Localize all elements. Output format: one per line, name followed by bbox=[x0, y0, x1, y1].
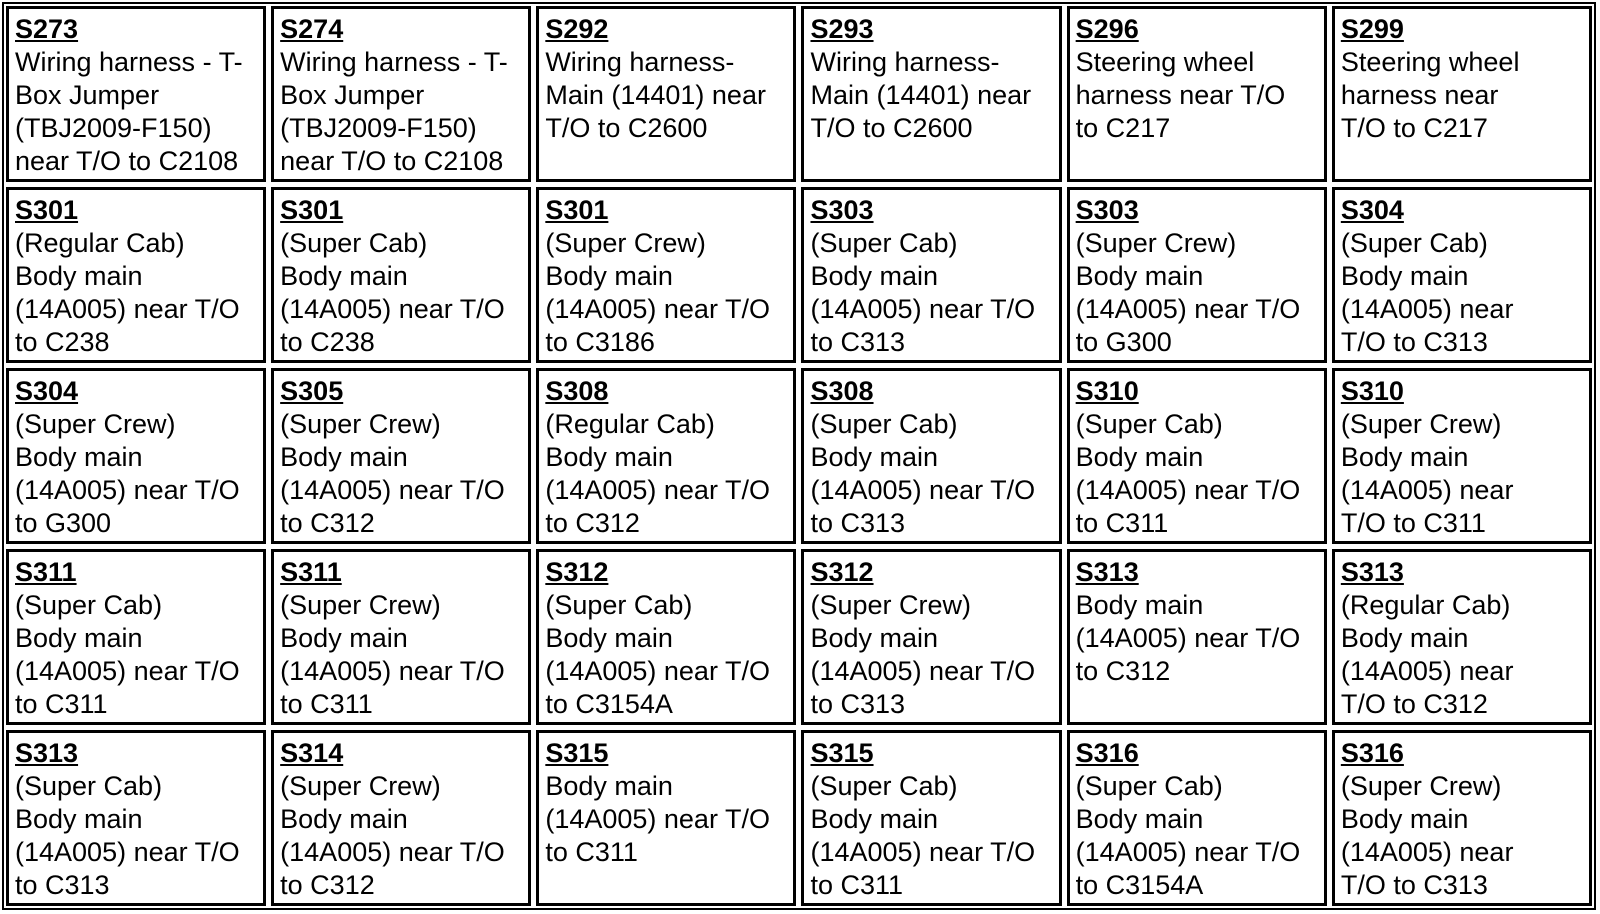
table-cell bbox=[801, 730, 1061, 906]
splice-description: (Super Crew) Body main (14A005) near T/O to C3186 bbox=[545, 228, 770, 357]
table-cell bbox=[1332, 368, 1592, 544]
table-cell bbox=[801, 549, 1061, 725]
splice-description: (Super Cab) Body main (14A005) near T/O to C313 bbox=[810, 228, 1036, 357]
table-cell bbox=[536, 6, 796, 182]
table-cell bbox=[801, 187, 1061, 363]
splice-id: S316 bbox=[1340, 738, 1404, 768]
splice-id: S273 bbox=[15, 14, 79, 44]
table-cell bbox=[6, 730, 266, 906]
splice-id: S296 bbox=[1075, 14, 1139, 44]
splice-description: (Super Cab) Body main (14A005) near T/O to C313 bbox=[15, 771, 240, 900]
splice-description: (Super Cab) Body main (14A005) near T/O to C311 bbox=[810, 771, 1036, 900]
table-cell bbox=[536, 549, 796, 725]
splice-id: S310 bbox=[1340, 376, 1404, 406]
splice-description: Wiring harness- Main (14401) near T/O to C2600 bbox=[545, 47, 766, 143]
splice-id: S314 bbox=[280, 738, 344, 768]
table-cell bbox=[271, 368, 531, 544]
table-cell bbox=[801, 6, 1061, 182]
splice-description: (Super Cab) Body main (14A005) near T/O to C3154A bbox=[545, 590, 770, 719]
table-cell bbox=[6, 187, 266, 363]
splice-id: S313 bbox=[1340, 557, 1404, 587]
table-cell bbox=[1067, 368, 1327, 544]
splice-description: (Regular Cab) Body main (14A005) near T/O to C312 bbox=[1340, 590, 1514, 719]
splice-location-table bbox=[2, 2, 1596, 910]
splice-description: (Super Crew) Body main (14A005) near T/O to G300 bbox=[15, 409, 240, 538]
table-cell bbox=[1067, 730, 1327, 906]
table-cell bbox=[1067, 6, 1327, 182]
splice-id: S313 bbox=[1075, 557, 1139, 587]
splice-id: S304 bbox=[1340, 195, 1404, 225]
splice-description: (Super Crew) Body main (14A005) near T/O to G300 bbox=[1075, 228, 1301, 357]
splice-description: (Super Crew) Body main (14A005) near T/O to C312 bbox=[280, 409, 505, 538]
splice-description: (Super Cab) Body main (14A005) near T/O to C238 bbox=[280, 228, 505, 357]
table-cell bbox=[1332, 6, 1592, 182]
splice-description: Steering wheel harness near T/O to C217 bbox=[1340, 47, 1520, 143]
splice-id: S315 bbox=[810, 738, 874, 768]
splice-description: (Super Crew) Body main (14A005) near T/O to C311 bbox=[1340, 409, 1514, 538]
splice-description: (Super Cab) Body main (14A005) near T/O to C313 bbox=[810, 409, 1036, 538]
splice-id: S292 bbox=[545, 14, 609, 44]
splice-description: (Regular Cab) Body main (14A005) near T/O to C238 bbox=[15, 228, 240, 357]
table-cell bbox=[1332, 730, 1592, 906]
splice-id: S303 bbox=[1075, 195, 1139, 225]
splice-id: S308 bbox=[545, 376, 609, 406]
table-cell bbox=[536, 368, 796, 544]
table-cell bbox=[271, 549, 531, 725]
splice-description: (Super Cab) Body main (14A005) near T/O to C3154A bbox=[1075, 771, 1301, 900]
splice-description: Body main (14A005) near T/O to C312 bbox=[1075, 590, 1301, 686]
table-cell bbox=[801, 368, 1061, 544]
splice-id: S301 bbox=[545, 195, 609, 225]
splice-description: (Regular Cab) Body main (14A005) near T/O to C312 bbox=[545, 409, 770, 538]
splice-id: S308 bbox=[810, 376, 874, 406]
table-cell bbox=[6, 549, 266, 725]
table-cell bbox=[1332, 549, 1592, 725]
splice-id: S293 bbox=[810, 14, 874, 44]
table-cell bbox=[271, 6, 531, 182]
splice-description: (Super Crew) Body main (14A005) near T/O to C311 bbox=[280, 590, 505, 719]
splice-description: Wiring harness- Main (14401) near T/O to C2600 bbox=[810, 47, 1032, 143]
table-cell bbox=[1067, 549, 1327, 725]
splice-id: S312 bbox=[545, 557, 609, 587]
splice-id: S299 bbox=[1340, 14, 1404, 44]
splice-id: S305 bbox=[280, 376, 344, 406]
splice-id: S316 bbox=[1075, 738, 1139, 768]
splice-description: (Super Crew) Body main (14A005) near T/O to C312 bbox=[280, 771, 505, 900]
splice-id: S310 bbox=[1075, 376, 1139, 406]
splice-id: S313 bbox=[15, 738, 79, 768]
splice-id: S312 bbox=[810, 557, 874, 587]
splice-id: S311 bbox=[15, 557, 77, 587]
splice-description: Wiring harness - T- Box Jumper (TBJ2009-F150) near T/O to C2108 bbox=[15, 47, 243, 176]
table-cell bbox=[271, 187, 531, 363]
splice-id: S301 bbox=[15, 195, 79, 225]
splice-id: S315 bbox=[545, 738, 609, 768]
table-cell bbox=[271, 730, 531, 906]
splice-description: (Super Cab) Body main (14A005) near T/O to C311 bbox=[15, 590, 240, 719]
splice-id: S274 bbox=[280, 14, 344, 44]
splice-description: (Super Crew) Body main (14A005) near T/O to C313 bbox=[1340, 771, 1514, 900]
splice-description: Body main (14A005) near T/O to C311 bbox=[545, 771, 770, 867]
splice-description: Wiring harness - T- Box Jumper (TBJ2009-F150) near T/O to C2108 bbox=[280, 47, 508, 176]
table-cell bbox=[536, 730, 796, 906]
splice-description: (Super Cab) Body main (14A005) near T/O to C313 bbox=[1340, 228, 1514, 357]
splice-description: (Super Cab) Body main (14A005) near T/O to C311 bbox=[1075, 409, 1301, 538]
splice-description: (Super Crew) Body main (14A005) near T/O to C313 bbox=[810, 590, 1036, 719]
table-cell bbox=[536, 187, 796, 363]
splice-id: S303 bbox=[810, 195, 874, 225]
splice-description: Steering wheel harness near T/O to C217 bbox=[1075, 47, 1286, 143]
table-cell bbox=[1332, 187, 1592, 363]
splice-id: S304 bbox=[15, 376, 79, 406]
splice-id: S311 bbox=[280, 557, 342, 587]
table-cell bbox=[1067, 187, 1327, 363]
splice-id: S301 bbox=[280, 195, 344, 225]
table-cell bbox=[6, 6, 266, 182]
table-cell bbox=[6, 368, 266, 544]
